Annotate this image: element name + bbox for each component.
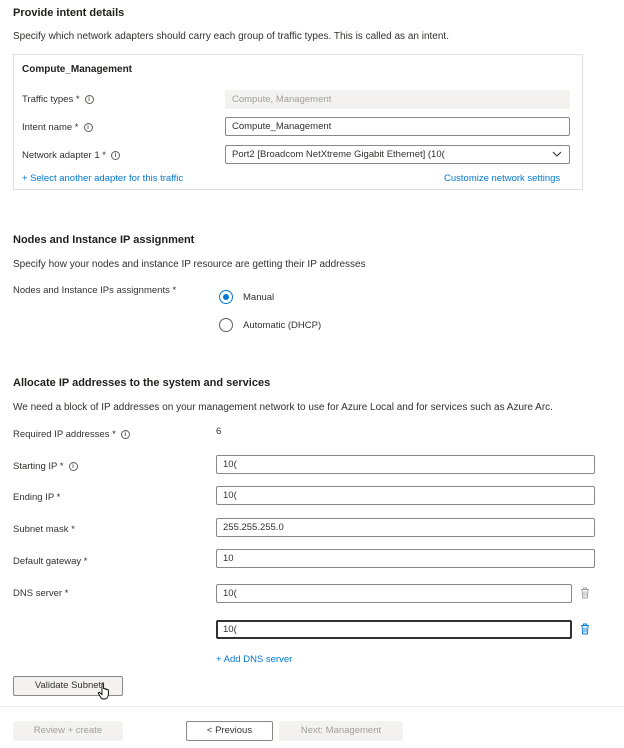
delete-dns-1-icon[interactable] xyxy=(580,587,590,599)
intent-name-input[interactable]: Compute_Management xyxy=(225,117,570,136)
radio-automatic-dhcp-label[interactable]: Automatic (DHCP) xyxy=(243,320,322,331)
review-create-button[interactable]: Review + create xyxy=(13,721,123,741)
allocate-section-description: We need a block of IP addresses on your management network to use for Azure Local and for services such as Azure Arc. xyxy=(13,402,553,413)
ending-ip-input[interactable]: 10( xyxy=(216,486,595,505)
info-icon[interactable]: i xyxy=(84,123,93,132)
network-adapter-select[interactable]: Port2 [Broadcom NetXtreme Gigabit Ethernet] (10( xyxy=(225,145,570,164)
radio-automatic-dhcp[interactable] xyxy=(219,318,233,332)
network-adapter-label: Network adapter 1 * i xyxy=(22,150,120,161)
add-dns-server-link[interactable]: + Add DNS server xyxy=(216,654,293,665)
radio-manual-label[interactable]: Manual xyxy=(243,292,275,303)
nodes-section-title: Nodes and Instance IP assignment xyxy=(13,234,195,246)
info-icon[interactable]: i xyxy=(121,430,130,439)
ip-assignment-label: Nodes and Instance IPs assignments * xyxy=(13,285,177,296)
dns-server-input-1[interactable]: 10( xyxy=(216,584,572,603)
intent-card-title: Compute_Management xyxy=(22,64,133,75)
intent-name-label: Intent name * i xyxy=(22,122,93,133)
radio-manual[interactable] xyxy=(219,290,233,304)
previous-button[interactable]: < Previous xyxy=(186,721,273,741)
next-management-button[interactable]: Next: Management xyxy=(279,721,403,741)
nodes-section-description: Specify how your nodes and instance IP resource are getting their IP addresses xyxy=(13,259,366,270)
info-icon[interactable]: i xyxy=(85,95,94,104)
allocate-section-title: Allocate IP addresses to the system and services xyxy=(13,377,271,389)
default-gateway-input[interactable]: 10 xyxy=(216,549,595,568)
intent-section-description: Specify which network adapters should carry each group of traffic types. This is called as an intent. xyxy=(13,31,449,42)
info-icon[interactable]: i xyxy=(69,462,78,471)
validate-subnet-button[interactable]: Validate Subnet xyxy=(13,676,123,696)
subnet-mask-input[interactable]: 255.255.255.0 xyxy=(216,518,595,537)
select-another-adapter-link[interactable]: + Select another adapter for this traffic xyxy=(22,173,184,184)
delete-dns-2-icon[interactable] xyxy=(580,623,590,635)
intent-section-title: Provide intent details xyxy=(13,7,125,19)
ending-ip-label: Ending IP * xyxy=(13,492,61,503)
required-ip-value: 6 xyxy=(216,426,222,437)
info-icon[interactable]: i xyxy=(111,151,120,160)
dns-server-label: DNS server * xyxy=(13,588,69,599)
default-gateway-label: Default gateway * xyxy=(13,556,88,567)
customize-network-settings-link[interactable]: Customize network settings xyxy=(444,173,561,184)
starting-ip-input[interactable]: 10( xyxy=(216,455,595,474)
traffic-types-field: Compute, Management xyxy=(225,90,570,109)
starting-ip-label: Starting IP * i xyxy=(13,461,78,472)
chevron-down-icon xyxy=(552,149,562,159)
traffic-types-label: Traffic types * i xyxy=(22,94,94,105)
footer-divider xyxy=(0,706,624,707)
hand-cursor-icon xyxy=(97,682,113,700)
required-ip-label: Required IP addresses * i xyxy=(13,429,130,440)
subnet-mask-label: Subnet mask * xyxy=(13,524,75,535)
dns-server-input-2[interactable]: 10( xyxy=(216,620,572,639)
